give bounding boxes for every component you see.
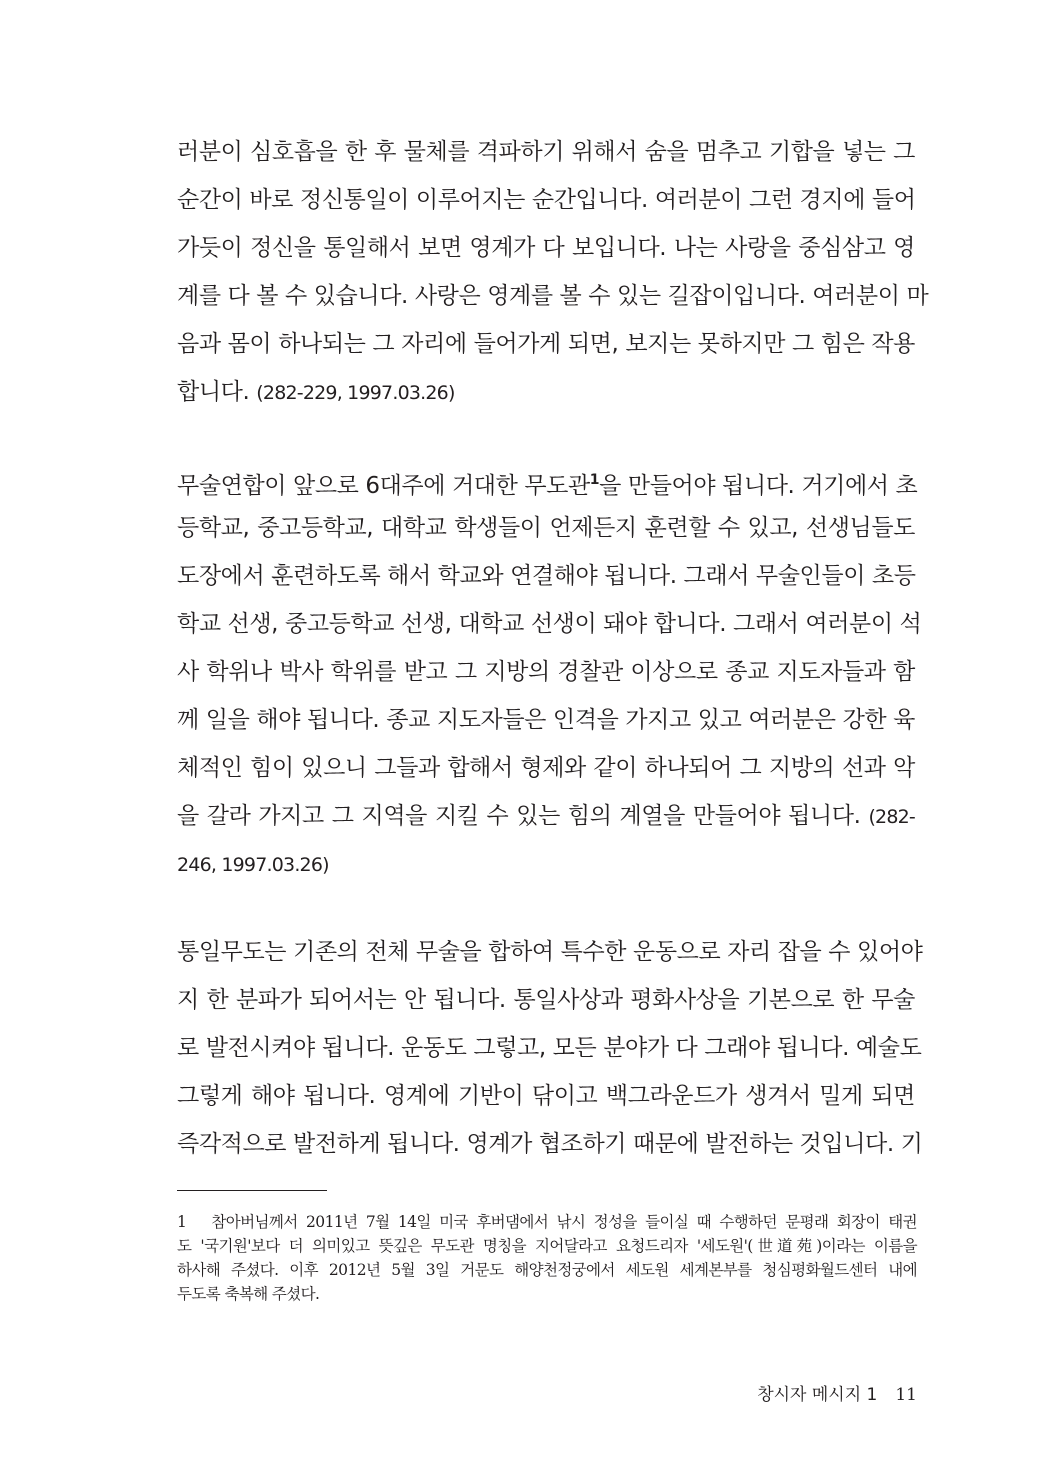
citation: (282-229, 1997.03.26) xyxy=(256,382,455,404)
paragraph-line: 음과 몸이 하나되는 그 자리에 들어가게 되면, 보지는 못하지만 그 힘은 작용 xyxy=(177,331,915,357)
paragraph-line: 통일무도는 기존의 전체 무술을 합하여 특수한 운동으로 자리 잡을 수 있어야 xyxy=(177,939,923,965)
footnote-number: 1 xyxy=(177,1213,187,1231)
paragraph-line: 그렇게 해야 됩니다. 영계에 기반이 닦이고 백그라운드가 생겨서 밀게 되면 xyxy=(177,1083,915,1109)
citation: 246, 1997.03.26) xyxy=(177,854,329,876)
paragraph-text: 합니다. xyxy=(177,379,250,405)
footnote-reference[interactable]: 1 xyxy=(589,472,600,488)
footnote-line: 도 '국기원'보다 더 의미있고 뜻깊은 무도관 명칭을 지어달라고 요청드리자 '세도원'(世道苑)이라는 이름을 xyxy=(177,1237,917,1255)
paragraph-text: 을 만들어야 됩니다. 거기에서 초 xyxy=(599,473,918,499)
paragraph-line xyxy=(177,376,915,408)
paragraph-line: 사 학위나 박사 학위를 받고 그 지방의 경찰관 이상으로 종교 지도자들과 함 xyxy=(177,659,915,685)
paragraph-line xyxy=(177,800,915,832)
footnote-line xyxy=(177,1210,917,1234)
paragraph-line: 도장에서 훈련하도록 해서 학교와 연결해야 됩니다. 그래서 무술인들이 초등 xyxy=(177,563,916,589)
paragraph-line: 러분이 심호흡을 한 후 물체를 격파하기 위해서 숨을 멈추고 기합을 넣는 그 xyxy=(177,139,915,165)
footnote-text: 참아버님께서 2011년 7월 14일 미국 후버댐에서 낚시 정성을 들이실 때 수행하던 문평래 회장이 태권 xyxy=(211,1213,918,1231)
paragraph-line: 지 한 분파가 되어서는 안 됩니다. 통일사상과 평화사상을 기본으로 한 무술 xyxy=(177,987,915,1013)
paragraph-line: 즉각적으로 발전하게 됩니다. 영계가 협조하기 때문에 발전하는 것입니다. 기 xyxy=(177,1131,923,1157)
paragraph-line: 학교 선생, 중고등학교 선생, 대학교 선생이 돼야 합니다. 그래서 여러분이 석 xyxy=(177,611,922,637)
paragraph-line: 께 일을 해야 됩니다. 종교 지도자들은 인격을 가지고 있고 여러분은 강한 육 xyxy=(177,707,915,733)
paragraph-line: 가듯이 정신을 통일해서 보면 영계가 다 보입니다. 나는 사랑을 중심삼고 영 xyxy=(177,235,915,261)
paragraph-line: 계를 다 볼 수 있습니다. 사랑은 영계를 볼 수 있는 길잡이입니다. 여러분이 마 xyxy=(177,283,929,309)
paragraph-line xyxy=(177,464,918,499)
citation: (282- xyxy=(868,806,915,828)
paragraph-line: 로 발전시켜야 됩니다. 운동도 그렇고, 모든 분야가 다 그래야 됩니다. 예술도 xyxy=(177,1035,922,1061)
paragraph-line: 순간이 바로 정신통일이 이루어지는 순간입니다. 여러분이 그런 경지에 들어 xyxy=(177,187,916,213)
paragraph-text: 무술연합이 앞으로 6대주에 거대한 무도관 xyxy=(177,473,590,499)
running-footer-title: 창시자 메시지 1 xyxy=(757,1385,878,1405)
paragraph-line xyxy=(177,848,915,880)
paragraph-line: 체적인 힘이 있으니 그들과 합해서 형제와 같이 하나되어 그 지방의 선과 악 xyxy=(177,755,915,781)
running-footer xyxy=(757,1380,917,1405)
footnote-line: 하사해 주셨다. 이후 2012년 5월 3일 거문도 해양천정궁에서 세도원 세계본부를 청심평화월드센터 내에 xyxy=(177,1261,917,1279)
paragraph-text: 을 갈라 가지고 그 지역을 지킬 수 있는 힘의 계열을 만들어야 됩니다. xyxy=(177,803,861,829)
paragraph-line: 등학교, 중고등학교, 대학교 학생들이 언제든지 훈련할 수 있고, 선생님들도 xyxy=(177,515,915,541)
footnote-line: 두도록 축복해 주셨다. xyxy=(177,1285,320,1303)
page-number: 11 xyxy=(895,1385,917,1405)
footnote-divider xyxy=(177,1190,327,1191)
